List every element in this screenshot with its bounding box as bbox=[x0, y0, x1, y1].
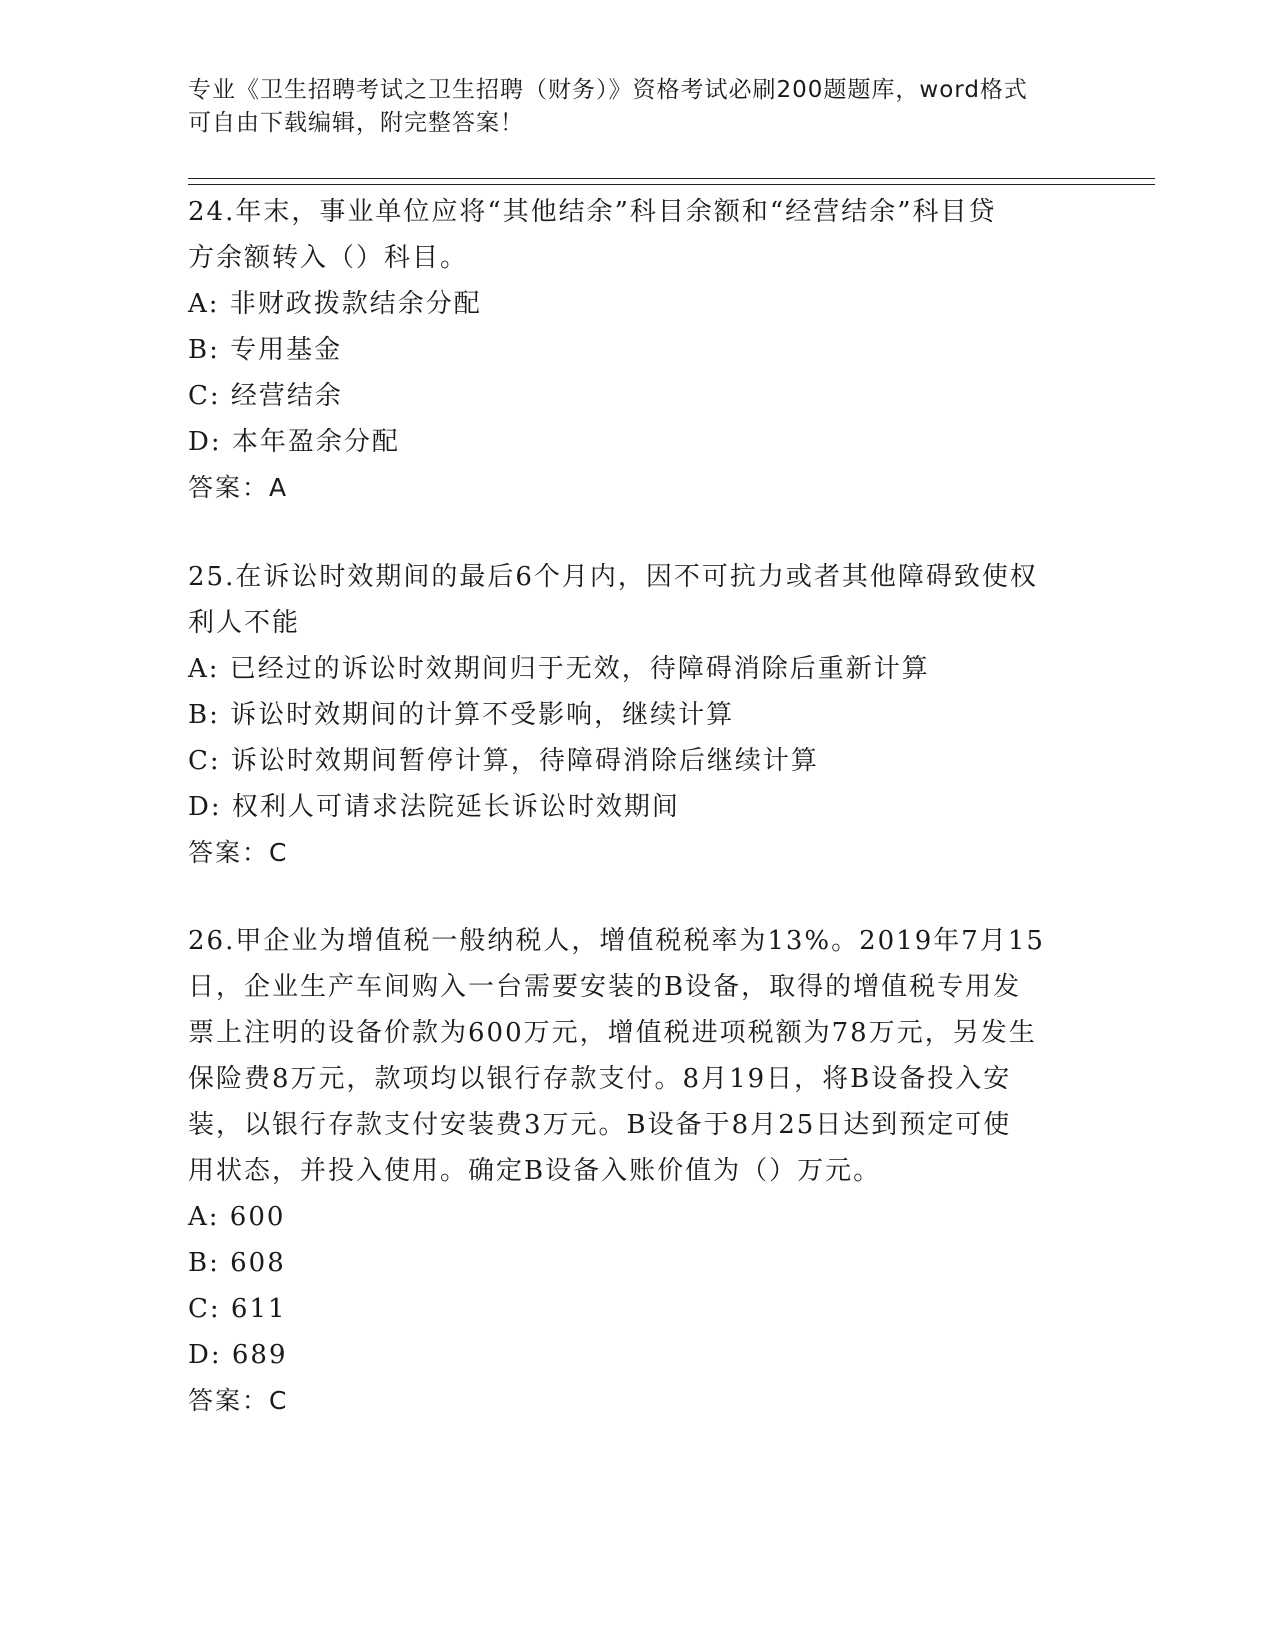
option-b: B: 诉讼时效期间的计算不受影响，继续计算 bbox=[188, 700, 735, 730]
stem-line: 票上注明的设备价款为600万元，增值税进项税额为78万元，另发生 bbox=[188, 1018, 1037, 1048]
question-25 bbox=[188, 554, 1088, 876]
header-divider bbox=[188, 184, 1155, 185]
question-24 bbox=[188, 189, 1088, 511]
stem-line: 方余额转入（）科目。 bbox=[188, 243, 469, 273]
stem-line: 装，以银行存款支付安装费3万元。B设备于8月25日达到预定可使 bbox=[188, 1110, 1012, 1140]
header-line: 专业《卫生招聘考试之卫生招聘（财务）》资格考试必刷200题题库，word格式 bbox=[188, 77, 1028, 103]
option-b: B: 专用基金 bbox=[188, 335, 343, 365]
header-line: 可自由下载编辑，附完整答案！ bbox=[188, 110, 524, 136]
stem-line: 利人不能 bbox=[188, 608, 301, 638]
option-a: A: 600 bbox=[188, 1202, 286, 1232]
question-stem bbox=[188, 554, 1088, 646]
answer: 答案：C bbox=[188, 1386, 289, 1415]
stem-line: 24.年末，事业单位应将“其他结余”科目余额和“经营结余”科目贷 bbox=[188, 197, 997, 227]
stem-line: 26.甲企业为增值税一般纳税人，增值税税率为13%。2019年7月15 bbox=[188, 926, 1045, 956]
header-divider bbox=[188, 178, 1155, 179]
stem-line: 日，企业生产车间购入一台需要安装的B设备，取得的增值税专用发 bbox=[188, 972, 1022, 1002]
option-d: D: 本年盈余分配 bbox=[188, 427, 400, 457]
question-stem bbox=[188, 918, 1088, 1194]
question-26 bbox=[188, 918, 1088, 1424]
question-stem bbox=[188, 189, 1088, 281]
answer: 答案：A bbox=[188, 473, 289, 502]
document-header bbox=[188, 74, 1088, 140]
stem-line: 保险费8万元，款项均以银行存款支付。8月19日，将B设备投入安 bbox=[188, 1064, 1012, 1094]
stem-line: 用状态，并投入使用。确定B设备入账价值为（）万元。 bbox=[188, 1156, 882, 1186]
option-a: A: 非财政拨款结余分配 bbox=[188, 289, 482, 319]
option-a: A: 已经过的诉讼时效期间归于无效，待障碍消除后重新计算 bbox=[188, 654, 930, 684]
option-d: D: 689 bbox=[188, 1340, 288, 1370]
option-d: D: 权利人可请求法院延长诉讼时效期间 bbox=[188, 792, 680, 822]
option-b: B: 608 bbox=[188, 1248, 286, 1278]
stem-line: 25.在诉讼时效期间的最后6个月内，因不可抗力或者其他障碍致使权 bbox=[188, 562, 1038, 592]
option-c: C: 经营结余 bbox=[188, 381, 343, 411]
option-c: C: 611 bbox=[188, 1294, 287, 1324]
answer: 答案：C bbox=[188, 838, 289, 867]
option-c: C: 诉讼时效期间暂停计算，待障碍消除后继续计算 bbox=[188, 746, 819, 776]
